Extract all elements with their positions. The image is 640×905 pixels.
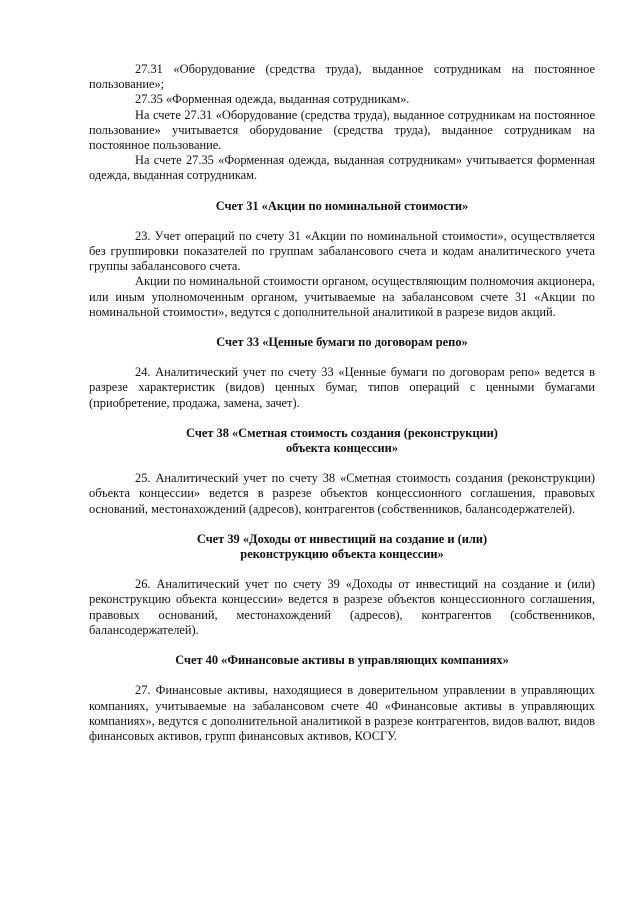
- paragraph-26: 26. Аналитический учет по счету 39 «Доходы от инвестиций на создание и (или) реконструкцию объекта концессии» ведется в разрезе объектов концессионного соглашения, правовых оснований, местонахождений (адресов), контрагентов (собственников, балансодержателей).: [89, 577, 595, 637]
- paragraph-account-27-31: На счете 27.31 «Оборудование (средства труда), выданное сотрудникам на постоянное пользование» учитывается оборудование (средства труда), выданное сотрудникам на постоянное пользование.: [89, 107, 595, 153]
- heading-account-39: [89, 532, 595, 562]
- spacer: [89, 638, 595, 653]
- heading-account-38-line1: Счет 38 «Сметная стоимость создания (реконструкции): [186, 425, 498, 440]
- spacer: [89, 456, 595, 471]
- spacer: [89, 668, 595, 683]
- heading-account-31: Счет 31 «Акции по номинальной стоимости»: [215, 198, 469, 213]
- paragraph-account-27-35: На счете 27.35 «Форменная одежда, выданная сотрудникам» учитывается форменная одежда, выданная сотрудникам.: [89, 153, 595, 183]
- paragraph-25: 25. Аналитический учет по счету 38 «Сметная стоимость создания (реконструкции) объекта концессии» ведется в разрезе объектов концессионного соглашения, правовых оснований, местонахождений (адресов), контрагентов (собственников, балансодержателей).: [89, 471, 595, 516]
- spacer: [89, 184, 595, 199]
- heading-account-38-line2: объекта концессии»: [285, 441, 399, 456]
- paragraph-23: 23. Учет операций по счету 31 «Акции по номинальной стоимости», осуществляется без группировки показателей по группам забалансового счета и кодам аналитического учета группы забалансового счета.: [89, 228, 595, 274]
- spacer: [89, 214, 595, 229]
- spacer: [89, 562, 595, 577]
- document-body: [89, 62, 595, 744]
- spacer: [89, 320, 595, 335]
- paragraph-27: 27. Финансовые активы, находящиеся в доверительном управлении в управляющих компаниях, учитываемые на забалансовом счете 40 «Финансовые активы в управляющих компаниях», ведутся с дополнительной аналитикой в разрезе контрагентов, видов валют, видов финансовых активов, групп финансовых активов, КОСГУ.: [89, 683, 595, 743]
- heading-account-40: Счет 40 «Финансовые активы в управляющих компаниях»: [175, 653, 509, 668]
- paragraph-27-35: 27.35 «Форменная одежда, выданная сотрудникам».: [135, 92, 410, 107]
- paragraph-24: 24. Аналитический учет по счету 33 «Ценные бумаги по договорам репо» ведется в разрезе характеристик (видов) ценных бумаг, типов операций с ценными бумагами (приобретение, продажа, замена, зачет).: [89, 365, 595, 410]
- heading-account-39-line2: реконструкцию объекта концессии»: [240, 547, 444, 562]
- paragraph-23-shares: Акции по номинальной стоимости органом, осуществляющим полномочия акционера, или иным уполномоченным органом, учитываемые на забалансовом счете 31 «Акции по номинальной стоимости», ведутся с дополнительной аналитикой в разрезе видов акций.: [89, 274, 595, 319]
- spacer: [89, 350, 595, 365]
- heading-account-38: [89, 426, 595, 456]
- spacer: [89, 517, 595, 532]
- spacer: [89, 411, 595, 426]
- heading-account-33: Счет 33 «Ценные бумаги по договорам репо»: [216, 335, 468, 350]
- paragraph-27-31: 27.31 «Оборудование (средства труда), выданное сотрудникам на постоянное пользование»;: [89, 62, 595, 92]
- heading-account-39-line1: Счет 39 «Доходы от инвестиций на создание и (или): [196, 531, 488, 546]
